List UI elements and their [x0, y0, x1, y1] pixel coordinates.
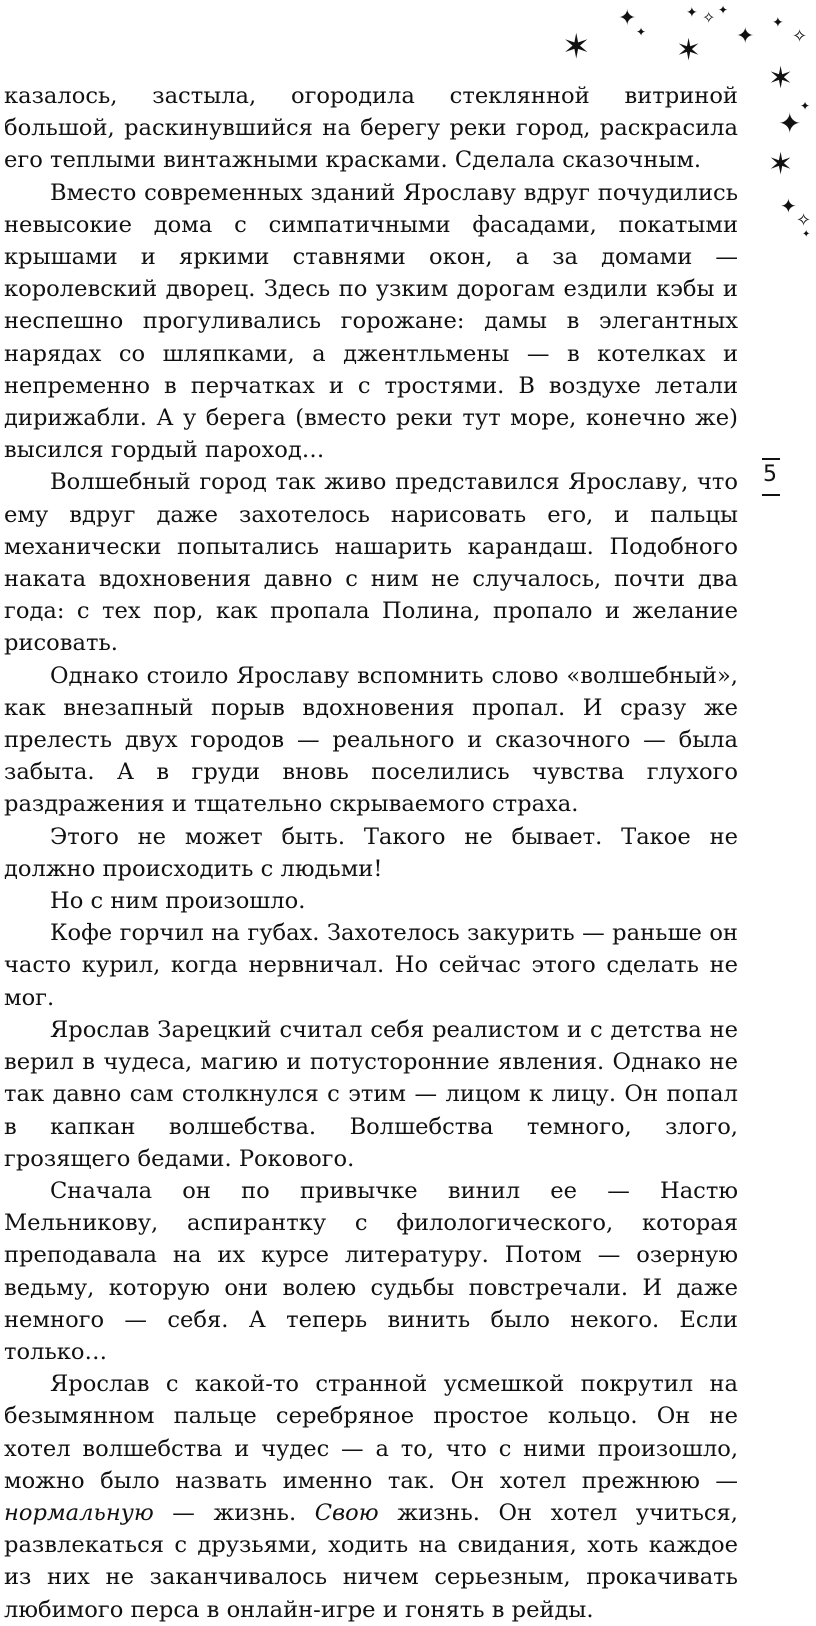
paragraph: Однако стоило Ярославу вспомнить слово «волшебный», как внезапный порыв вдохновения пропал. И сразу же прелесть двух городов — реального и сказочного — была забыта. А в груди вновь поселились чувства глухого раздражения и тщательно скрываемого страха. [4, 662, 738, 818]
page-number-rule-top [762, 458, 780, 460]
paragraph-last [4, 1368, 738, 1626]
paragraph: казалось, застыла, огородила стеклянной витриной большой, раскинувшийся на берегу реки город, раскрасила его теплыми винтажными красками. Сделала сказочным. [4, 83, 738, 174]
paragraph: Волшебный город так живо представился Ярославу, что ему вдруг даже захотелось нарисовать его, и пальцы механически попытались нашарить карандаш. Подобного наката вдохновения давно с ним не случалось, почти два года: с тех пор, как пропала Полина, пропало и желание рисовать. [4, 469, 738, 657]
paragraph: Этого не может быть. Такого не бывает. Такое не должно происходить с людьми! [4, 823, 738, 882]
text-run: жизнь. Он хотел учиться, развлекаться с друзьями, ходить на свидания, хоть каждое из них не заканчивалось ничем серьезным, прокачивать любимого перса в онлайн-игре и гонять в рейды. [4, 1499, 738, 1623]
page-number: 5 [763, 462, 777, 487]
paragraph: Кофе горчил на губах. Захотелось закурить — раньше он часто курил, когда нервничал. Но сейчас этого сделать не мог. [4, 920, 738, 1011]
emphasis-text: нормальную [4, 1499, 154, 1526]
paragraph: Но с ним произошло. [50, 888, 306, 915]
page-number-rule-bottom [762, 494, 780, 496]
emphasis-text: Свою [314, 1499, 379, 1526]
text-run: — жизнь. [153, 1499, 315, 1526]
paragraph: Сначала он по привычке винил ее — Настю Мельникову, аспирантку с филологического, которая преподавала на их курсе литературу. Потом — озерную ведьму, которую они волею судьбы повстречали. И даже немного — себя. А теперь винить было некого. Если только… [4, 1177, 738, 1365]
stars-sparkle-icon: ✶ ✦ ✦ ✦ ✧ ✦ ✶ ✦ ✦ ✧ ✶ ✦ ✦ ✶ ✦ ✧ ✦ [562, 3, 812, 240]
text-run: Ярослав с какой-то странной усмешкой покрутил на безымянном пальце серебряное простое кольцо. Он не хотел волшебства и чудес — а то, что с ними произошло, можно было назвать именно так. Он хотел прежнюю — [4, 1371, 738, 1494]
body-text [4, 80, 738, 1626]
paragraph: Ярослав Зарецкий считал себя реалистом и с детства не верил в чудеса, магию и потусторонние явления. Однако не так давно сам столкнулся с этим — лицом к лицу. Он попал в капкан волшебства. Волшебства темного, злого, грозящего бедами. Рокового. [4, 1016, 738, 1172]
paragraph: Вместо современных зданий Ярославу вдруг почудились невысокие дома с симпатичными фасадами, покатыми крышами и яркими ставнями окон, а за домами — королевский дворец. Здесь по узким дорогам ездили кэбы и неспешно прогуливались горожане: дамы в элегантных нарядах со шляпками, а джентльмены — в котелках и непременно в перчатках и с тростями. В воздухе летали дирижабли. А у берега (вместо реки тут море, конечно же) высился гордый пароход… [4, 179, 738, 464]
